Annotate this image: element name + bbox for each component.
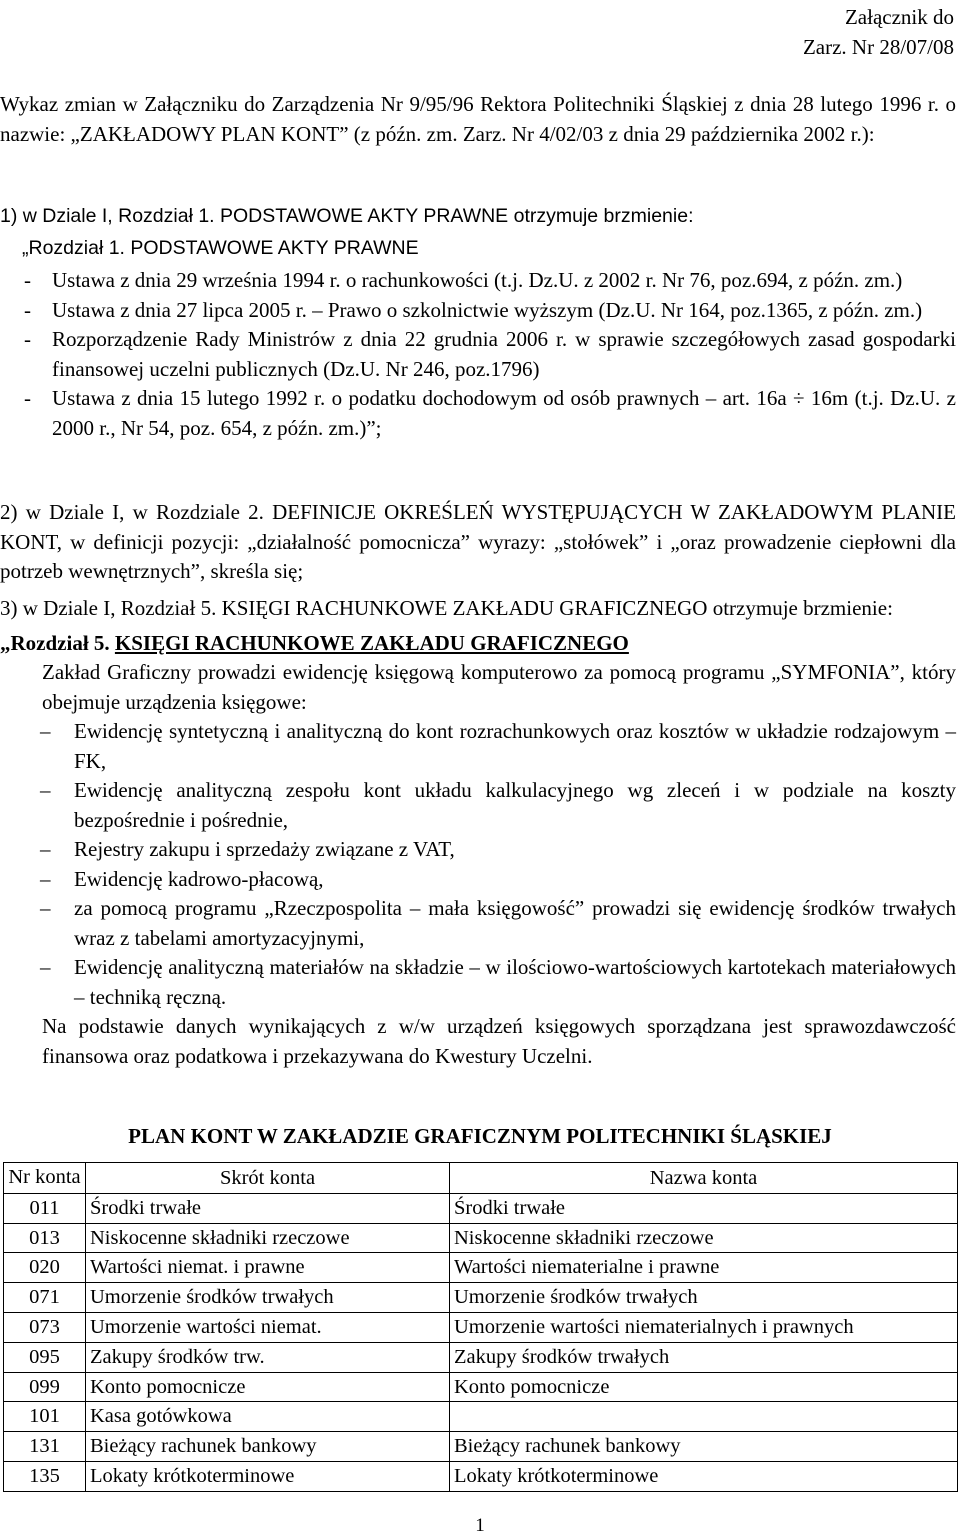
plan-title: PLAN KONT W ZAKŁADZIE GRAFICZNYM POLITECHNIKI ŚLĄSKIEJ: [128, 1124, 832, 1148]
table-row: [4, 1223, 958, 1253]
change-3-intro: 3) w Dziale I, Rozdział 5. KSIĘGI RACHUNKOWE ZAKŁADU GRAFICZNEGO otrzymuje brzmienie:: [0, 596, 893, 620]
bullet-dash: –: [40, 719, 51, 743]
table-row: [4, 1342, 958, 1372]
account-name: Środki trwałe: [450, 1193, 958, 1223]
header-account-short-label: Skrót konta: [219, 1167, 316, 1189]
law-text: Ustawa z dnia 27 lipca 2005 r. – Prawo o szkolnictwie wyższym (Dz.U. Nr 164, poz.1365, z późn. zm.): [52, 297, 923, 322]
bullet-text: za pomocą programu „Rzeczpospolita – mała księgowość” prowadzi się ewidencję środków trwałych wraz z tabelami amortyzacyjnymi,: [74, 896, 956, 950]
change-1-intro: 1) w Dziale I, Rozdział 1. PODSTAWOWE AKTY PRAWNE otrzymuje brzmienie:: [0, 205, 694, 227]
account-short: Środki trwałe: [86, 1193, 450, 1223]
law-item: [0, 296, 956, 326]
account-number: 011: [4, 1193, 86, 1223]
account-short: Lokaty krótkoterminowe: [86, 1461, 450, 1491]
change-1-section: [0, 200, 956, 443]
account-name: Zakupy środków trwałych: [450, 1342, 958, 1372]
law-text: Ustawa z dnia 29 września 1994 r. o rachunkowości (t.j. Dz.U. z 2002 r. Nr 76, poz.694, z późn. zm.): [52, 268, 903, 292]
table-row: [4, 1312, 958, 1342]
account-name: Umorzenie środków trwałych: [450, 1283, 958, 1313]
table-row: [4, 1193, 958, 1223]
account-number: 013: [4, 1223, 86, 1253]
law-item: [0, 325, 956, 384]
account-name: Bieżący rachunek bankowy: [450, 1432, 958, 1462]
account-number: 095: [4, 1342, 86, 1372]
bullet-dash: –: [40, 896, 51, 920]
account-short: Umorzenie środków trwałych: [86, 1283, 450, 1313]
header-account-number: [4, 1163, 86, 1194]
law-text: Ustawa z dnia 15 lutego 1992 r. o podatku dochodowym od osób prawnych – art. 16a ÷ 16m (t.j. Dz.U. z 2000 r., Nr 54, poz. 654, z późn. zm.)”;: [52, 386, 956, 440]
change-3-title: [0, 629, 956, 659]
bullet-text: Ewidencję syntetyczną i analityczną do kont rozrachunkowych oraz kosztów w układzie rodzajowym – FK,: [74, 719, 956, 773]
account-short: Niskocenne składniki rzeczowe: [86, 1223, 450, 1253]
table-row: [4, 1253, 958, 1283]
account-name: [450, 1402, 958, 1432]
bullet-text: Ewidencję analityczną zespołu kont układu kalkulacyjnego wg zleceń i w podziale na koszty bezpośrednie i pośrednie,: [74, 778, 956, 832]
bullet-text: Rejestry zakupu i sprzedaży związane z VAT,: [74, 837, 455, 861]
law-marker: -: [24, 297, 31, 322]
account-number: 099: [4, 1372, 86, 1402]
table-header-row: [4, 1163, 958, 1194]
bullet-item: [0, 835, 956, 865]
account-number: 101: [4, 1402, 86, 1432]
bullet-dash: –: [40, 955, 51, 979]
account-number: 020: [4, 1253, 86, 1283]
bullet-text: Ewidencję kadrowo-płacową,: [74, 866, 324, 891]
symfonia-paragraph: Zakład Graficzny prowadzi ewidencję księgową komputerowo za pomocą programu „SYMFONIA”, który obejmuje urządzenia księgowe:: [42, 660, 956, 714]
account-number: 135: [4, 1461, 86, 1491]
account-short: Zakupy środków trw.: [86, 1342, 450, 1372]
accounts-table: [3, 1162, 958, 1492]
change-2-paragraph: 2) w Dziale I, w Rozdziale 2. DEFINICJE OKREŚLEŃ WYSTĘPUJĄCYCH W ZAKŁADOWYM PLANIE KONT, w definicji pozycji: „działalność pomocnicza” wyrazy: „stołówek” i „oraz prowadzenie ciepłowni dla potrzeb wewnętrznych”, skreśla się;: [0, 500, 956, 583]
account-name: Umorzenie wartości niematerialnych i prawnych: [450, 1312, 958, 1342]
account-name: Niskocenne składniki rzeczowe: [450, 1223, 958, 1253]
law-item: [0, 266, 956, 296]
chapter-5-prefix: „Rozdział 5.: [0, 630, 115, 655]
change-3-section: [0, 594, 956, 1071]
change-1-title: „Rozdział 1. PODSTAWOWE AKTY PRAWNE: [22, 237, 419, 259]
bullet-item: [0, 865, 956, 895]
account-short: Wartości niemat. i prawne: [86, 1253, 450, 1283]
attachment-line-2: Zarz. Nr 28/07/08: [802, 35, 954, 59]
law-marker: -: [24, 386, 31, 410]
header-account-number-label: Nr konta: [8, 1166, 81, 1188]
account-name: Lokaty krótkoterminowe: [450, 1461, 958, 1491]
bullet-dash: –: [40, 866, 51, 891]
reporting-paragraph: Na podstawie danych wynikających z w/w urządzeń księgowych sporządzana jest sprawozdawczość finansowa oraz podatkowa i przekazywana do Kwestury Uczelni.: [42, 1014, 956, 1068]
chapter-5-title: KSIĘGI RACHUNKOWE ZAKŁADU GRAFICZNEGO: [114, 630, 629, 655]
intro-paragraph: Wykaz zmian w Załączniku do Zarządzenia Nr 9/95/96 Rektora Politechniki Śląskiej z dnia 28 lutego 1996 r. o nazwie: „ZAKŁADOWY PLAN KONT” (z późn. zm. Zarz. Nr 4/02/03 z dnia 29 października 2002 r.):: [0, 92, 956, 146]
law-text: Rozporządzenie Rady Ministrów z dnia 22 grudnia 2006 r. w sprawie szczegółowych zasad gospodarki finansowej uczelni publicznych (Dz.U. Nr 246, poz.1796): [52, 327, 956, 381]
bullet-item: [0, 776, 956, 835]
table-row: [4, 1372, 958, 1402]
bullet-item: [0, 717, 956, 776]
bullet-item: [0, 894, 956, 953]
bullet-text: Ewidencję analityczną materiałów na składzie – w ilościowo-wartościowych kartotekach materiałowych – techniką ręczną.: [74, 955, 956, 1009]
law-marker: -: [24, 268, 31, 292]
attachment-line-1: Załącznik do: [844, 5, 954, 29]
account-short: Kasa gotówkowa: [86, 1402, 450, 1432]
account-name: Wartości niematerialne i prawne: [450, 1253, 958, 1283]
account-short: Umorzenie wartości niemat.: [86, 1312, 450, 1342]
law-marker: -: [24, 327, 31, 351]
bullet-item: [0, 953, 956, 1012]
account-number: 071: [4, 1283, 86, 1313]
page-number: 1: [475, 1515, 485, 1536]
bullet-dash: –: [40, 837, 51, 861]
header-account-name: [450, 1163, 958, 1194]
table-row: [4, 1432, 958, 1462]
account-name: Konto pomocnicze: [450, 1372, 958, 1402]
header-account-name-label: Nazwa konta: [649, 1167, 758, 1189]
attachment-reference: [803, 2, 954, 62]
account-number: 131: [4, 1432, 86, 1462]
table-row: [4, 1283, 958, 1313]
table-row: [4, 1461, 958, 1491]
account-number: 073: [4, 1312, 86, 1342]
header-account-short: [86, 1163, 450, 1194]
law-item: [0, 384, 956, 443]
account-short: Bieżący rachunek bankowy: [86, 1432, 450, 1462]
table-row: [4, 1402, 958, 1432]
bullet-dash: –: [40, 778, 51, 802]
account-short: Konto pomocnicze: [86, 1372, 450, 1402]
